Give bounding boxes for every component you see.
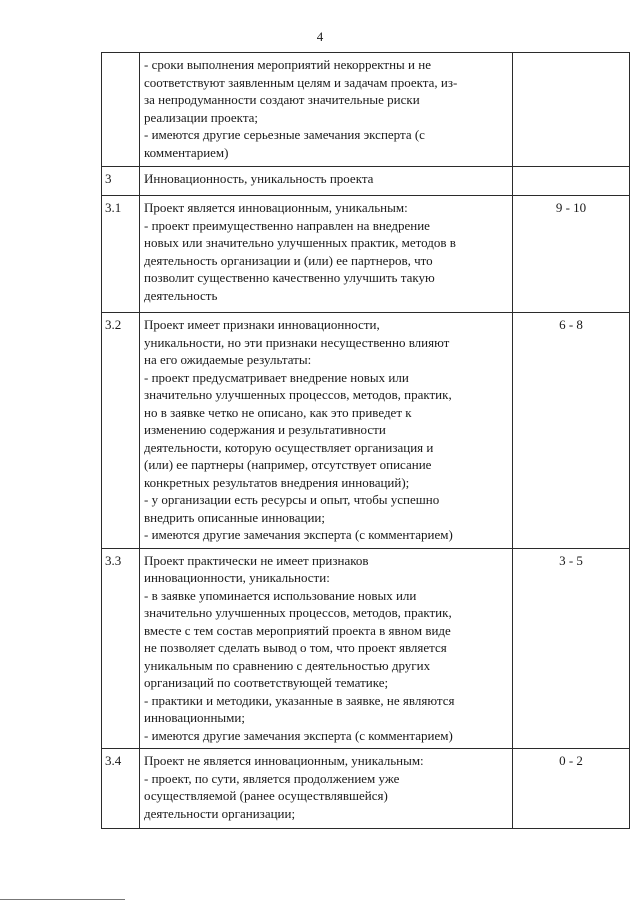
criterion-description [140,196,513,313]
description-line: инновационными; [144,710,245,725]
description-line: но в заявке четко не описано, как это приведет к [144,404,412,420]
criterion-description [140,53,513,167]
description-line: позволит существенно качественно улучшить такую [144,270,435,285]
row-number: 3.2 [102,313,140,549]
score-range [513,167,630,196]
description-line: - проект преимущественно направлен на внедрение [144,217,430,233]
table-row [102,548,630,749]
description-line: - проект, по сути, является продолжением уже [144,770,400,786]
table-row [102,749,630,829]
row-number: 3.3 [102,548,140,749]
description-line: (или) ее партнеры (например, отсутствует описание [144,457,432,472]
description-line: не позволяет сделать вывод о том, что проект является [144,640,447,655]
score-range: 6 - 8 [513,313,630,549]
description-line: значительно улучшенных процессов, методов, практик, [144,605,452,620]
score-range: 0 - 2 [513,749,630,829]
description-line: деятельность организации и (или) ее партнеров, что [144,252,433,268]
table-row [102,53,630,167]
description-line: - имеются другие замечания эксперта (с комментарием) [144,727,453,743]
description-line: Проект практически не имеет признаков [144,552,369,568]
description-line: Проект является инновационным, уникальным: [144,200,408,215]
section-heading [140,167,513,196]
row-number: 3.4 [102,749,140,829]
description-line: комментарием) [144,144,229,160]
description-line: деятельности, которую осуществляет организация и [144,439,434,455]
description-line: новых или значительно улучшенных практик, методов в [144,235,456,250]
description-line: деятельности организации; [144,805,296,821]
description-line: - у организации есть ресурсы и опыт, чтобы успешно [144,492,440,507]
description-line: осуществляемой (ранее осуществлявшейся) [144,788,388,803]
criterion-description [140,749,513,829]
description-line: Инновационность, уникальность проекта [144,171,374,186]
page-number: 4 [316,29,324,44]
description-line: - проект предусматривает внедрение новых или [144,369,409,385]
row-number: 3.1 [102,196,140,313]
description-line: - сроки выполнения мероприятий некорректны и не [144,57,431,72]
criterion-description [140,548,513,749]
description-line: реализации проекта; [144,109,259,125]
description-line: за непродуманности создают значительные риски [144,92,420,107]
footnote-rule [0,899,125,900]
description-line: уникальности, но эти признаки несущественно влияют [144,334,450,350]
description-line: деятельность [144,287,218,303]
criterion-description [140,313,513,549]
description-line: внедрить описанные инновации; [144,509,325,525]
description-line: - в заявке упоминается использование новых или [144,587,417,603]
score-range: 9 - 10 [513,196,630,313]
description-line: - имеются другие замечания эксперта (с комментарием) [144,527,453,542]
table-row [102,196,630,313]
description-line: инновационности, уникальности: [144,570,330,585]
description-line: значительно улучшенных процессов, методов, практик, [144,387,452,402]
description-line: изменению содержания и результативности [144,422,386,437]
score-range [513,53,630,167]
description-line: соответствуют заявленным целям и задачам проекта, из- [144,74,458,90]
score-range: 3 - 5 [513,548,630,749]
description-line: конкретных результатов внедрения инноваций); [144,474,410,490]
row-number [102,53,140,167]
table-row [102,167,630,196]
description-line: организаций по соответствующей тематике; [144,675,389,690]
description-line: на его ожидаемые результаты: [144,352,312,367]
description-line: - имеются другие серьезные замечания эксперта (с [144,127,425,142]
description-line: вместе с тем состав мероприятий проекта в явном виде [144,622,451,638]
description-line: Проект не является инновационным, уникальным: [144,753,424,768]
table-row [102,313,630,549]
criteria-table [101,52,630,829]
description-line: уникальным по сравнению с деятельностью других [144,657,431,673]
row-number: 3 [102,167,140,196]
description-line: Проект имеет признаки инновационности, [144,317,380,332]
description-line: - практики и методики, указанные в заявке, не являются [144,692,455,708]
